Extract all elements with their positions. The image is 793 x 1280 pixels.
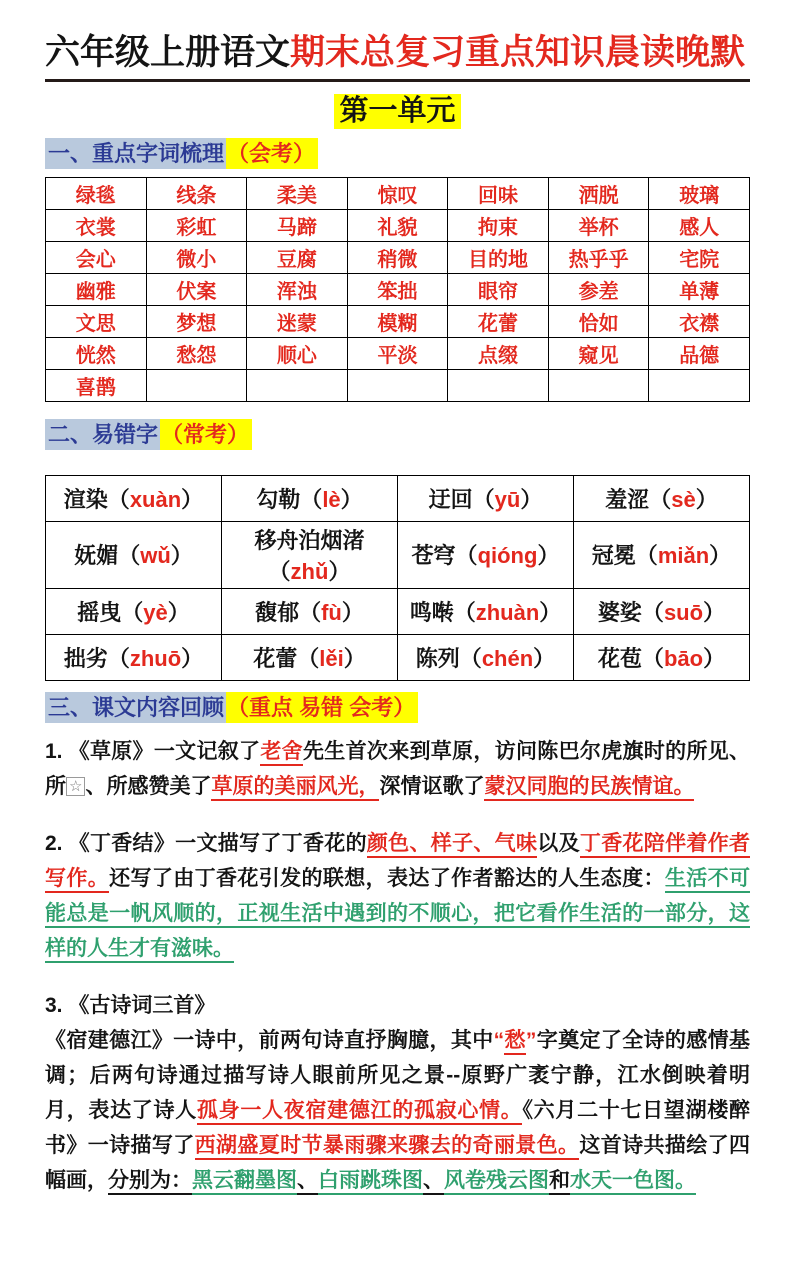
vocab-table: [45, 177, 750, 402]
vocab-cell: 幽雅: [46, 273, 147, 305]
page-title: [45, 30, 750, 82]
vocab-cell: 拘束: [448, 209, 549, 241]
text-segment: 、: [297, 1169, 318, 1195]
vocab-cell: 柔美: [247, 177, 348, 209]
pinyin-cell: [574, 521, 750, 588]
pinyin-cell: [222, 588, 398, 634]
paragraph: [45, 826, 750, 966]
pinyin: bāo: [663, 645, 704, 671]
paragraphs: [45, 734, 750, 1198]
text-segment: 、: [423, 1169, 444, 1195]
vocab-cell: [448, 369, 549, 401]
paren-close: ）: [533, 645, 556, 671]
section-heading-2: [45, 418, 750, 449]
text-segment: ☆: [66, 777, 85, 796]
pinyin: sè: [671, 486, 696, 512]
vocab-cell: 模糊: [347, 305, 448, 337]
text-segment: 丁香花陪伴着作者写作。: [45, 832, 750, 893]
paragraph-block: [45, 826, 750, 966]
paren-close: ）: [520, 486, 543, 512]
vocab-cell: 愁怨: [146, 337, 247, 369]
vocab-cell: 宅院: [649, 241, 750, 273]
title-black-part: 六年级上册语文: [45, 33, 291, 72]
word: 花蕾（: [253, 645, 320, 671]
section-3-label: 三、课文内容回顾: [45, 692, 226, 723]
section-2-label: 二、易错字: [45, 419, 160, 450]
vocab-cell: 平淡: [347, 337, 448, 369]
vocab-cell: 喜鹊: [46, 369, 147, 401]
pinyin-cell: [222, 521, 398, 588]
text-segment: 老舍: [260, 740, 303, 766]
vocab-cell: 恍然: [46, 337, 147, 369]
vocab-cell: 洒脱: [548, 177, 649, 209]
word: 花苞（: [597, 645, 664, 671]
vocab-cell: 眼帘: [448, 273, 549, 305]
word: 渲染（: [63, 486, 130, 512]
paren-close: ）: [328, 558, 351, 584]
text-segment: 2. 《丁香结》一文描写了丁香花的: [45, 831, 367, 855]
paren-close: ）: [703, 645, 726, 671]
text-segment: 1. 《草原》一文记叙了: [45, 739, 261, 763]
paragraph-block: [45, 1023, 750, 1198]
text-segment: 、所感赞美了: [85, 774, 212, 798]
pinyin-cell: [46, 521, 222, 588]
vocab-cell: 恰如: [548, 305, 649, 337]
text-segment: 3. 《古诗词三首》: [45, 993, 216, 1017]
text-segment: 风卷残云图: [444, 1169, 549, 1195]
vocab-cell: 伏案: [146, 273, 247, 305]
pinyin-cell: [46, 634, 222, 680]
text-segment: 西湖盛夏时节暴雨骤来骤去的奇丽景色。: [195, 1134, 580, 1160]
pinyin-cell: [398, 521, 574, 588]
text-segment: 《六月二十七日望湖楼醉书》一诗描写了: [45, 1098, 750, 1157]
vocab-cell: 笨拙: [347, 273, 448, 305]
paren-close: ）: [695, 486, 718, 512]
paragraph-block: [45, 734, 750, 804]
vocab-cell: 品德: [649, 337, 750, 369]
section-heading-3: [45, 691, 750, 722]
paren-close: ）: [340, 486, 363, 512]
text-segment: 颜色、样子、气味: [367, 832, 537, 858]
vocab-cell: [548, 369, 649, 401]
pinyin-table-body: [46, 475, 750, 680]
paren-close: ）: [181, 645, 204, 671]
word: 苍穹（: [411, 543, 478, 568]
text-segment: ”: [525, 1028, 537, 1052]
pinyin: suō: [663, 599, 704, 625]
paren-close: ）: [537, 543, 560, 568]
text-segment: 《宿建德江》一诗中，前两句诗直抒胸臆，其中: [45, 1028, 494, 1052]
text-segment: 深情讴歌了: [379, 774, 485, 798]
section-3-tag: （重点 易错 会考）: [226, 692, 418, 723]
paragraph-block: [45, 988, 750, 1023]
pinyin-cell: [574, 588, 750, 634]
pinyin: zhǔ: [290, 558, 329, 584]
vocab-cell: 微小: [146, 241, 247, 273]
pinyin: fù: [321, 599, 342, 625]
vocab-table-body: [46, 177, 750, 401]
vocab-cell: 马蹄: [247, 209, 348, 241]
table-row: [46, 337, 750, 369]
section-2-tag: （常考）: [160, 419, 252, 450]
section-1-label: 一、重点字词梳理: [45, 138, 226, 169]
vocab-cell: 回味: [448, 177, 549, 209]
vocab-cell: 梦想: [146, 305, 247, 337]
table-row: [46, 273, 750, 305]
pinyin-cell: [398, 475, 574, 521]
vocab-cell: 迷蒙: [247, 305, 348, 337]
text-segment: 黑云翻墨图: [192, 1169, 297, 1195]
word: 陈列（: [415, 645, 482, 671]
paren-close: ）: [167, 599, 190, 625]
word: 移舟泊烟渚（: [254, 527, 365, 584]
pinyin: lè: [322, 486, 341, 512]
vocab-cell: 点缀: [448, 337, 549, 369]
vocab-cell: [247, 369, 348, 401]
unit-heading-line: [45, 88, 750, 129]
text-segment: 草原的美丽风光，: [211, 775, 379, 801]
text-segment: 先生首次来到草原，访问陈巴尔虎旗时的所见、所: [45, 739, 751, 798]
pinyin-cell: [222, 634, 398, 680]
vocab-cell: 衣裳: [46, 209, 147, 241]
text-segment: 字奠定了全诗的感情基调；后两句诗通过描写诗人眼前所见之景--原野广袤宁静，江水倒映着明月，表达了诗人: [45, 1028, 751, 1122]
unit-heading: 第一单元: [334, 94, 460, 129]
pinyin-table: [45, 475, 750, 681]
text-segment: 水天一色图。: [570, 1169, 696, 1195]
vocab-cell: 会心: [46, 241, 147, 273]
vocab-cell: 感人: [649, 209, 750, 241]
pinyin: wǔ: [140, 543, 171, 568]
word: 冠冕（: [591, 543, 658, 568]
pinyin-cell: [46, 475, 222, 521]
word: 迂回（: [428, 486, 495, 512]
paragraph: [45, 988, 750, 1198]
vocab-cell: 目的地: [448, 241, 549, 273]
pinyin: yū: [494, 486, 521, 512]
pinyin: lěi: [319, 645, 344, 671]
vocab-cell: 单薄: [649, 273, 750, 305]
table-row: [46, 521, 750, 588]
word: 勾勒（: [256, 486, 323, 512]
pinyin-cell: [398, 588, 574, 634]
pinyin-cell: [574, 475, 750, 521]
title-red-part: 期末总复习重点知识晨读晚默: [290, 33, 746, 72]
text-segment: 蒙汉同胞的民族情谊。: [484, 775, 694, 801]
paren-close: ）: [341, 599, 364, 625]
paren-close: ）: [181, 486, 204, 512]
table-row: [46, 588, 750, 634]
vocab-cell: 衣襟: [649, 305, 750, 337]
vocab-cell: 文思: [46, 305, 147, 337]
word: 拙劣（: [63, 645, 130, 671]
word: 妩媚（: [74, 543, 141, 568]
text-segment: 白雨跳珠图: [318, 1169, 423, 1195]
vocab-cell: 绿毯: [46, 177, 147, 209]
pinyin-cell: [46, 588, 222, 634]
section-heading-1: [45, 137, 750, 168]
paren-close: ）: [170, 543, 193, 568]
pinyin: zhuàn: [475, 599, 540, 625]
vocab-cell: 稍微: [347, 241, 448, 273]
text-segment: 以及: [537, 831, 580, 855]
text-segment: 孤身一人夜宿建德江的孤寂心情。: [197, 1099, 523, 1125]
vocab-cell: 顺心: [247, 337, 348, 369]
table-row: [46, 369, 750, 401]
paren-close: ）: [703, 599, 726, 625]
vocab-cell: 线条: [146, 177, 247, 209]
table-row: [46, 475, 750, 521]
paren-close: ）: [343, 645, 366, 671]
pinyin: chén: [481, 645, 534, 671]
pinyin: qióng: [477, 543, 538, 568]
table-row: [46, 209, 750, 241]
pinyin-cell: [574, 634, 750, 680]
word: 婆娑（: [597, 599, 664, 625]
paren-close: ）: [709, 543, 732, 568]
pinyin-cell: [222, 475, 398, 521]
vocab-cell: 参差: [548, 273, 649, 305]
vocab-cell: 浑浊: [247, 273, 348, 305]
pinyin: xuàn: [129, 486, 182, 512]
word: 羞涩（: [605, 486, 672, 512]
vocab-cell: 彩虹: [146, 209, 247, 241]
vocab-cell: 热乎乎: [548, 241, 649, 273]
pinyin-cell: [398, 634, 574, 680]
vocab-cell: [347, 369, 448, 401]
vocab-cell: 礼貌: [347, 209, 448, 241]
vocab-cell: 玻璃: [649, 177, 750, 209]
word: 馥郁（: [255, 599, 322, 625]
word: 鸣啭（: [409, 599, 476, 625]
table-row: [46, 177, 750, 209]
text-segment: 愁: [504, 1029, 526, 1055]
pinyin: miǎn: [657, 543, 710, 568]
vocab-cell: 窥见: [548, 337, 649, 369]
vocab-cell: [649, 369, 750, 401]
table-row: [46, 241, 750, 273]
text-segment: “: [493, 1028, 505, 1052]
text-segment: 生活不可能总是一帆风顺的，正视生活中遇到的不顺心，把它看作生活的一部分，这样的人生才有滋味。: [45, 867, 750, 963]
vocab-cell: 举杯: [548, 209, 649, 241]
text-segment: 还写了由丁香花引发的联想，表达了作者豁达的人生态度：: [109, 866, 665, 890]
vocab-cell: 惊叹: [347, 177, 448, 209]
word: 摇曳（: [77, 599, 144, 625]
table-row: [46, 634, 750, 680]
table-row: [46, 305, 750, 337]
vocab-cell: [146, 369, 247, 401]
pinyin: yè: [143, 599, 168, 625]
pinyin: zhuō: [129, 645, 182, 671]
paragraph: [45, 734, 750, 804]
text-segment: 分别为：: [108, 1169, 192, 1195]
vocab-cell: 花蕾: [448, 305, 549, 337]
text-segment: 和: [549, 1169, 570, 1195]
text-segment: 这首诗共描绘了四幅画，: [45, 1133, 750, 1192]
section-1-tag: （会考）: [226, 138, 318, 169]
vocab-cell: 豆腐: [247, 241, 348, 273]
paren-close: ）: [539, 599, 562, 625]
